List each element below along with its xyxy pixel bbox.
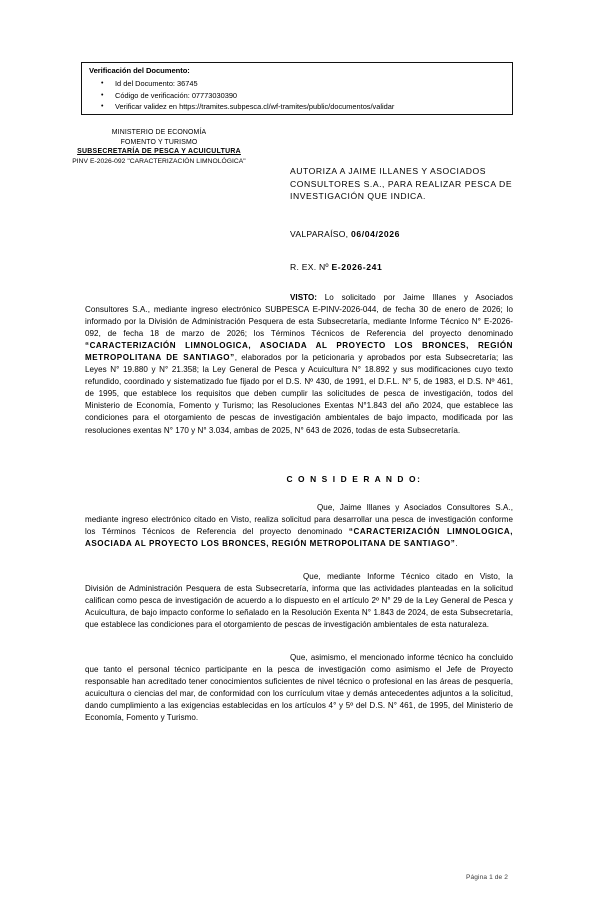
document-id-text: Id del Documento: 36745: [115, 79, 198, 88]
letterhead-project-code: PINV E-2026-092 "CARACTERIZACIÓN LIMNOLÓGICA": [72, 158, 246, 166]
visto-text-part2: , elaborados por la peticionaria y aprobados por esta Subsecretaría; las Leyes N° 19.880 y N° 21.358; la Ley General de Pesca y Acuicultura N° 18.892 y sus modificaciones cuyo texto refundido, coordinado y sistematizado fue fijado por el D.S. Nº 430, de 1991, el D.F.L. N° 5, de 1983, el D.S. Nº 461, de 1995, que establece los requisitos que deben cumplir las solicitudes de pesca de investigación, todos del Ministerio de Economía, Fomento y Turismo; las Resoluciones Exentas N°1.843 del año 2024, que establece las condiciones para el otorgamiento de pescas de investigación ambientales de bajo impacto, modificada por las resoluciones exentas N° 170 y N° 3.034, ambas de 2025, N° 643 de 2026, todas de esta Subsecretaría.: [85, 353, 513, 435]
considerando-1-part2: .: [455, 538, 458, 548]
place-text: VALPARAÍSO,: [290, 229, 351, 239]
validation-url-text: Verificar validez en https://tramites.subpesca.cl/wf-tramites/public/documentos/validar: [115, 102, 395, 112]
page-title: AUTORIZA A JAIME ILLANES Y ASOCIADOS CONSULTORES S.A., PARA REALIZAR PESCA DE INVESTIGACIÓN QUE INDICA.: [290, 166, 513, 202]
resolution-prefix: R. EX. Nº: [290, 262, 332, 272]
list-item: [89, 78, 394, 90]
considerando-heading: C O N S I D E R A N D O:: [286, 473, 422, 484]
bullet-icon: •: [101, 80, 104, 87]
verification-code-text: Código de verificación: 07773030390: [115, 90, 238, 100]
bullet-icon: •: [101, 103, 104, 111]
paragraph-considerando-2: Que, mediante Informe Técnico citado en Visto, la División de Administración Pesquera de esta Subsecretaría, informa que las actividades planteadas en la solicitud califican como pesca de investigación de acuerdo a lo dispuesto en el artículo 2º N° 29 de la Ley General de Pesca y Acuicultura, de bajo impacto conforme lo señalado en la Resolución Exenta N° 1.843 de 2024, de esta Subsecretaría, que establece las condiciones para el otorgamiento de pescas de investigación ambientales de esta naturaleza.: [85, 571, 513, 629]
letterhead: [34, 128, 284, 167]
letterhead-subsecretary: SUBSECRETARÍA DE PESCA Y ACUICULTURA: [77, 148, 241, 156]
visto-project-title: “CARACTERIZACIÓN LIMNOLOGICA, ASOCIADA AL PROYECTO LOS BRONCES, REGIÓN METROPOLITANA DE SANTIAGO”: [85, 341, 513, 363]
letterhead-portfolio: FOMENTO Y TURISMO: [120, 138, 198, 146]
list-item: [89, 90, 394, 102]
footer-page-number: Página 1 de 2: [466, 874, 508, 881]
bullet-icon: •: [101, 91, 104, 99]
document-body: [85, 292, 513, 735]
verification-details-list: [89, 78, 394, 113]
verification-box: [81, 62, 513, 115]
place-and-date: [290, 229, 400, 239]
verification-box-title: Verificación del Documento:: [89, 66, 190, 75]
resolution-number: [290, 262, 382, 272]
visto-text-part1: Lo solicitado por Jaime Illanes y Asociados Consultores S.A., mediante ingreso electrónico SUBPESCA E-PINV-2026-044, de fecha 30 de enero de 2026; lo informado por la División de Administración Pesquera de esta Subsecretaría, mediante Informe Técnico N° E-2026-092, de fecha 18 de marzo de 2026; los Términos Técnicos de Referencia del proyecto denominado: [85, 293, 513, 339]
paragraph-considerando-1: [85, 502, 513, 550]
considerando-1-project-title: “CARACTERIZACIÓN LIMNOLOGICA, ASOCIADA AL PROYECTO LOS BRONCES, REGIÓN METROPOLITANA DE SANTIAGO”: [85, 526, 514, 548]
considerando-1-part1: Que, Jaime Illanes y Asociados Consultores S.A., mediante ingreso electrónico citado en Visto, realiza solicitud para desarrollar una pesca de investigación conforme los Términos Técnicos de Referencia del proyecto denominado: [85, 502, 513, 536]
paragraph-visto: [85, 292, 513, 437]
list-item: [89, 101, 394, 113]
resolution-code: E-2026-241: [331, 262, 383, 272]
date-text: 06/04/2026: [350, 229, 400, 239]
visto-lead-label: VISTO:: [290, 293, 317, 302]
letterhead-ministry: MINISTERIO DE ECONOMÍA: [111, 129, 207, 136]
paragraph-considerando-3: Que, asimismo, el mencionado informe técnico ha concluido que tanto el personal técnico participante en la pesca de investigación como asimismo el Jefe de Proyecto responsable han acreditado tener conocimientos suficientes de nivel técnico o profesional en las áreas de pesquería, acuicultura o ciencias del mar, de conformidad con los currículum vitae y demás antecedentes adjuntos a la solicitud, dando cumplimiento a las exigencias establecidas en los artículos 4° y 5º del D.S. N° 461, de 1995, del Ministerio de Economía, Fomento y Turismo.: [85, 652, 513, 723]
